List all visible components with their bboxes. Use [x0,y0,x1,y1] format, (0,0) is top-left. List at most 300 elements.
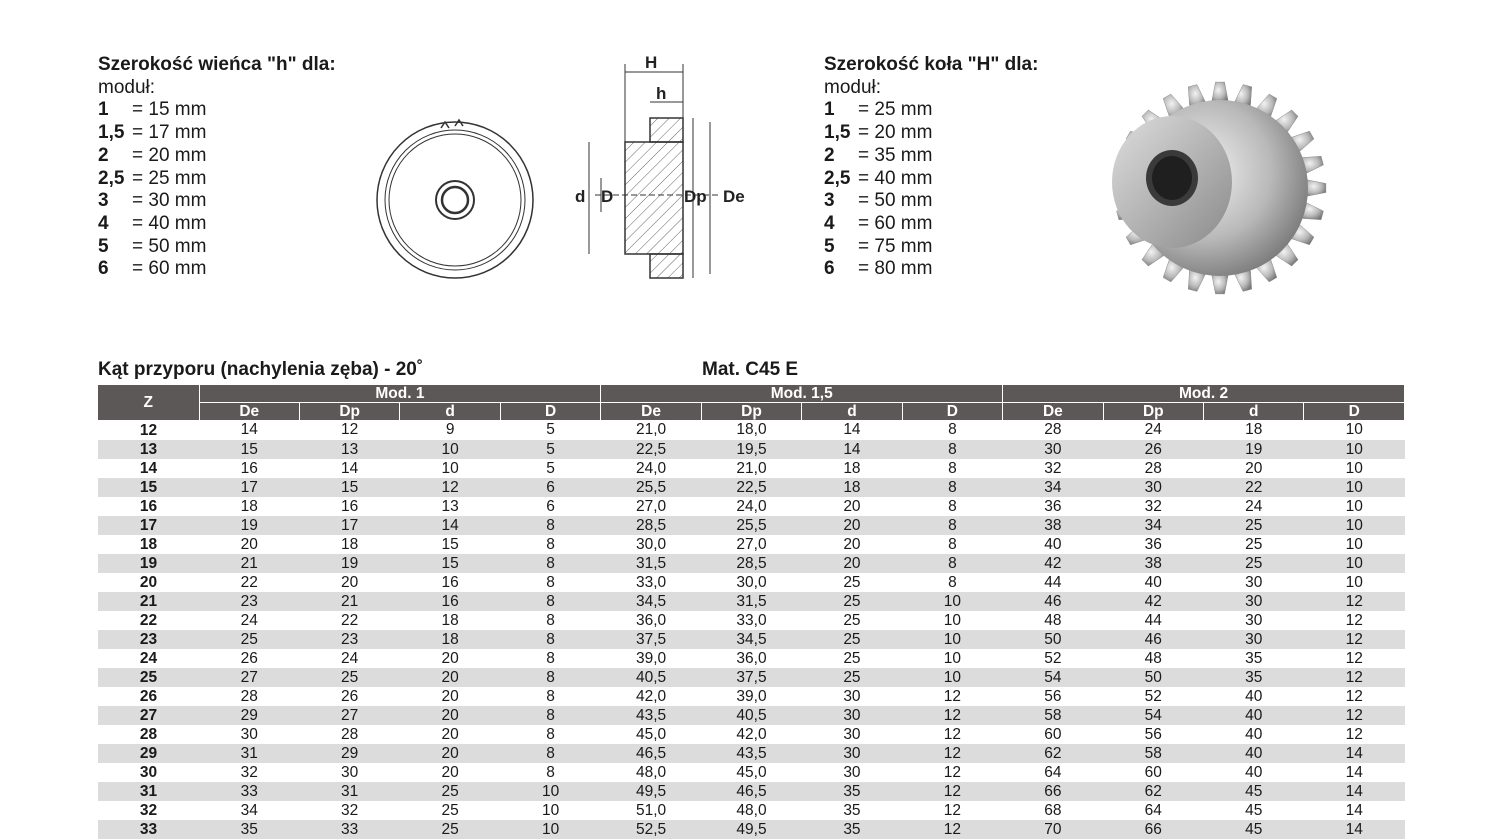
table-cell: 35 [843,801,861,819]
table-cell: 66 [1103,820,1203,839]
hub-width-spec [98,54,336,281]
table-cell: 24 [341,649,359,667]
table-cell: 35 [1204,668,1304,687]
table-cell: 24,0 [736,497,767,515]
table-cell: 45,0 [635,725,667,743]
hub-width-module: 6 [98,258,109,280]
table-cell: 22 [240,573,258,591]
table-cell: 8 [948,421,957,439]
table-cell: 25 [1204,516,1304,535]
table-row [98,497,1405,516]
table-cell: 24 [1245,497,1263,515]
table-cell: 10 [1304,516,1405,535]
table-cell: 30 [1003,440,1103,459]
column-header: d [802,403,902,421]
table-cell: 56 [1044,687,1062,705]
hub-width-value: = 40 mm [132,212,207,234]
tooth-count-cell: 22 [139,611,158,629]
table-cell: 31,5 [601,554,701,573]
wheel-width-module: 2 [824,144,835,166]
table-cell: 39,0 [635,649,667,667]
table-cell: 20 [240,535,258,553]
table-cell: 25 [400,782,500,801]
table-cell: 25 [843,573,861,591]
hub-width-value: = 50 mm [132,235,207,257]
table-cell: 49,5 [601,782,701,801]
table-cell: 68 [1044,801,1062,819]
table-cell: 8 [902,516,1002,535]
table-cell: 21 [199,554,299,573]
group-header-mod-1: Mod. 1 [199,385,601,403]
table-cell: 60 [1144,763,1162,781]
table-cell: 12 [902,706,1002,725]
table-cell: 34 [1103,516,1203,535]
table-cell: 14 [1304,782,1405,801]
hub-width-module: 4 [98,212,109,234]
table-cell: 45 [1204,782,1304,801]
table-cell: 28 [240,687,258,705]
wheel-width-value: = 25 mm [858,99,933,121]
wheel-width-title: Szerokość koła "H" dla: [824,54,1039,75]
table-cell: 25 [199,630,299,649]
gear-section-view [589,64,720,278]
tooth-count-cell: 15 [98,478,199,497]
table-cell: 58 [1103,744,1203,763]
table-cell: 31 [199,744,299,763]
table-cell: 20 [341,573,359,591]
table-cell: 10 [500,820,600,839]
table-cell: 15 [299,478,399,497]
tooth-count-cell: 20 [139,573,158,591]
table-cell: 12 [1304,630,1405,649]
table-cell: 12 [943,801,962,819]
table-cell: 5 [546,421,555,439]
tooth-count-cell: 32 [139,801,158,819]
table-row [98,440,1405,459]
hub-width-row [98,258,336,281]
table-cell: 25 [802,630,902,649]
table-cell: 25 [1204,554,1304,573]
table-cell: 12 [943,763,962,781]
wheel-width-row [824,236,1038,259]
table-row [98,668,1405,687]
table-cell: 8 [902,554,1002,573]
table-cell: 8 [546,687,555,705]
table-cell: 10 [902,630,1002,649]
table-cell: 14 [843,421,861,439]
table-cell: 15 [199,440,299,459]
table-cell: 8 [500,706,600,725]
table-row [98,801,1405,820]
table-cell: 35 [802,782,902,801]
column-header: De [1003,403,1103,421]
table-cell: 62 [1003,744,1103,763]
label-De: De [723,187,745,206]
table-cell: 10 [400,440,500,459]
table-cell: 8 [546,725,555,743]
table-cell: 20 [400,706,500,725]
table-cell: 19 [199,516,299,535]
table-cell: 32 [1044,459,1062,477]
tooth-count-cell: 23 [98,630,199,649]
table-cell: 28 [1144,459,1162,477]
table-cell: 44 [1044,573,1062,591]
table-row [98,611,1405,630]
table-cell: 18,0 [736,421,767,439]
column-header: D [1304,403,1405,421]
table-row [98,535,1405,554]
tooth-count-cell: 26 [139,687,158,705]
table-row [98,706,1405,725]
table-cell: 30 [341,763,359,781]
table-cell: 20 [843,497,861,515]
wheel-width-module: 1,5 [824,122,851,144]
table-cell: 12 [341,421,359,439]
table-cell: 25 [299,668,399,687]
table-cell: 18 [240,497,258,515]
table-cell: 12 [1304,668,1405,687]
table-cell: 35 [802,820,902,839]
hub-width-module: 3 [98,190,109,212]
table-cell: 43,5 [701,744,801,763]
column-header: Dp [701,403,801,421]
table-cell: 46 [1003,592,1103,611]
table-cell: 58 [1003,706,1103,725]
table-cell: 10 [1345,459,1363,477]
tooth-count-cell: 24 [139,649,158,667]
table-cell: 8 [546,573,555,591]
tooth-count-cell: 12 [139,421,158,439]
table-cell: 18 [1245,421,1263,439]
table-cell: 27,0 [635,497,667,515]
table-cell: 14 [240,421,258,439]
table-cell: 46,5 [701,782,801,801]
table-cell: 8 [500,516,600,535]
table-cell: 25 [1245,535,1263,553]
table-cell: 10 [1345,421,1363,439]
table-cell: 26 [341,687,359,705]
table-cell: 10 [1345,497,1363,515]
table-cell: 10 [1304,554,1405,573]
table-cell: 33 [199,782,299,801]
table-cell: 10 [902,592,1002,611]
table-cell: 30 [1103,478,1203,497]
table-cell: 29 [199,706,299,725]
wheel-width-value: = 40 mm [858,167,933,189]
table-cell: 10 [943,611,962,629]
table-cell: 8 [948,459,957,477]
table-cell: 15 [441,535,459,553]
table-cell: 40,5 [701,706,801,725]
table-cell: 21,0 [635,421,667,439]
wheel-width-row [824,99,1038,122]
table-cell: 29 [299,744,399,763]
table-cell: 40 [1245,687,1263,705]
table-cell: 20 [802,516,902,535]
table-cell: 52,5 [601,820,701,839]
table-cell: 14 [341,459,359,477]
table-cell: 22 [1204,478,1304,497]
table-cell: 34,5 [701,630,801,649]
table-cell: 16 [341,497,359,515]
table-cell: 27 [299,706,399,725]
table-cell: 30 [1204,592,1304,611]
wheel-width-value: = 20 mm [858,122,933,144]
table-cell: 50 [1003,630,1103,649]
hub-width-module: 1 [98,99,109,121]
table-cell: 70 [1003,820,1103,839]
table-cell: 18 [802,478,902,497]
table-cell: 8 [500,744,600,763]
table-cell: 13 [299,440,399,459]
wheel-width-value: = 60 mm [858,212,933,234]
table-row [98,820,1405,839]
table-row [98,782,1405,801]
hub-width-module: 2 [98,144,109,166]
table-cell: 8 [500,592,600,611]
gear-dimension-table [98,385,1405,839]
table-row [98,649,1405,668]
table-cell: 10 [1304,478,1405,497]
gear-tooth [1306,180,1326,197]
label-d: d [575,187,586,206]
wheel-width-list [824,99,1038,281]
table-cell: 25 [843,649,861,667]
table-cell: 16 [240,459,258,477]
table-cell: 30 [240,725,258,743]
z-header: Z [98,385,199,420]
table-cell: 54 [1003,668,1103,687]
column-header-row [98,403,1405,421]
hub-width-value: = 17 mm [132,122,207,144]
tooth-count-cell: 13 [98,440,199,459]
table-row [98,725,1405,744]
table-cell: 20 [843,535,861,553]
table-cell: 10 [441,459,459,477]
table-cell: 12 [943,687,962,705]
table-row [98,687,1405,706]
wheel-width-module: 3 [824,190,835,212]
table-cell: 39,0 [736,687,767,705]
table-cell: 5 [500,440,600,459]
table-cell: 19 [299,554,399,573]
table-cell: 14 [802,440,902,459]
label-Dp: Dp [684,187,707,206]
table-cell: 45,0 [736,763,767,781]
label-H: H [645,53,658,72]
table-cell: 42 [1103,592,1203,611]
table-cell: 44 [1144,611,1162,629]
material-caption: Mat. C45 E [702,359,799,380]
table-cell: 27 [199,668,299,687]
table-cell: 12 [902,820,1002,839]
column-header: D [902,403,1002,421]
table-row [98,573,1405,592]
table-cell: 40,5 [601,668,701,687]
table-cell: 13 [441,497,459,515]
hub-width-title: Szerokość wieńca "h" dla: [98,54,336,75]
table-cell: 25 [843,611,861,629]
column-header: D [500,403,600,421]
table-cell: 8 [546,763,555,781]
table-cell: 40 [1144,573,1162,591]
tooth-count-cell: 31 [98,782,199,801]
hub-width-row [98,168,336,191]
table-cell: 45 [1204,820,1304,839]
table-cell: 20 [1245,459,1263,477]
gear-tooth [1212,82,1229,102]
table-cell: 32 [240,763,258,781]
table-cell: 23 [299,630,399,649]
pressure-angle-caption: Kąt przyporu (nachylenia zęba) - 20˚ [98,359,424,380]
table-cell: 6 [500,478,600,497]
table-cell: 14 [400,516,500,535]
wheel-width-module: 2,5 [824,167,851,189]
table-cell: 17 [199,478,299,497]
table-cell: 26 [240,649,258,667]
table-cell: 10 [541,801,560,819]
tooth-count-cell: 17 [98,516,199,535]
wheel-width-module: 1 [824,99,835,121]
hub-width-value: = 15 mm [132,99,207,121]
table-cell: 30,0 [635,535,667,553]
table-cell: 8 [902,478,1002,497]
hub-width-value: = 20 mm [132,144,207,166]
tooth-count-cell: 21 [98,592,199,611]
table-cell: 40 [1204,706,1304,725]
table-cell: 8 [546,535,555,553]
table-cell: 31 [299,782,399,801]
wheel-width-subtitle: moduł: [824,76,882,98]
table-cell: 8 [546,649,555,667]
table-cell: 33,0 [635,573,667,591]
table-body [98,420,1405,839]
table-cell: 48 [1144,649,1162,667]
table-cell: 14 [1304,744,1405,763]
table-cell: 16 [441,573,459,591]
tooth-count-cell: 33 [98,820,199,839]
table-cell: 64 [1044,763,1062,781]
hub-width-module: 2,5 [98,167,125,189]
gear-technical-drawing [375,50,765,290]
table-row [98,630,1405,649]
column-header: d [400,403,500,421]
table-cell: 60 [1044,725,1062,743]
table-cell: 43,5 [601,706,701,725]
table-cell: 34 [1003,478,1103,497]
table-cell: 10 [902,668,1002,687]
column-header: Dp [1103,403,1203,421]
table-cell: 23 [199,592,299,611]
tooth-count-cell: 25 [98,668,199,687]
tooth-count-cell: 28 [139,725,158,743]
table-cell: 34 [240,801,258,819]
tooth-count-cell: 14 [139,459,158,477]
wheel-width-module: 4 [824,212,835,234]
table-cell: 25,5 [701,516,801,535]
tooth-count-cell: 19 [98,554,199,573]
column-header: De [199,403,299,421]
wheel-width-row [824,213,1038,236]
hub-width-row [98,122,336,145]
wheel-width-value: = 75 mm [858,235,933,257]
table-cell: 5 [546,459,555,477]
table-cell: 12 [1345,725,1363,743]
tooth-count-cell: 18 [139,535,158,553]
gear-tooth [1212,274,1229,294]
column-header: De [601,403,701,421]
table-cell: 36 [1144,535,1162,553]
table-cell: 8 [500,630,600,649]
table-cell: 66 [1003,782,1103,801]
table-cell: 48 [1044,611,1062,629]
table-cell: 40 [1245,725,1263,743]
table-cell: 27,0 [736,535,767,553]
table-cell: 8 [546,611,555,629]
table-cell: 62 [1103,782,1203,801]
table-cell: 30 [1245,573,1263,591]
table-cell: 18 [441,611,459,629]
wheel-width-row [824,258,1038,281]
table-cell: 24 [1144,421,1162,439]
table-cell: 30 [843,763,861,781]
table-cell: 28 [1044,421,1062,439]
gear-front-view [377,120,533,278]
label-h: h [656,84,667,103]
hub-width-row [98,145,336,168]
table-cell: 25 [400,820,500,839]
table-cell: 28,5 [601,516,701,535]
hub-width-row [98,99,336,122]
group-header-mod-1-5: Mod. 1,5 [601,385,1003,403]
table-cell: 22 [341,611,359,629]
table-cell: 14 [1304,820,1405,839]
table-cell: 25 [441,801,459,819]
table-cell: 20 [400,744,500,763]
wheel-width-row [824,145,1038,168]
wheel-width-value: = 80 mm [858,258,933,280]
table-cell: 12 [1345,649,1363,667]
table-cell: 22,5 [601,440,701,459]
table-cell: 30 [802,706,902,725]
wheel-width-module: 6 [824,258,835,280]
table-cell: 22,5 [701,478,801,497]
table-cell: 42,0 [635,687,667,705]
table-cell: 40 [1245,763,1263,781]
table-cell: 30 [843,687,861,705]
table-cell: 46,5 [601,744,701,763]
table-cell: 12 [1345,687,1363,705]
wheel-width-row [824,122,1038,145]
column-header: d [1204,403,1304,421]
table-row [98,763,1405,782]
table-cell: 36 [1044,497,1062,515]
table-cell: 10 [1304,440,1405,459]
table-cell: 26 [1103,440,1203,459]
table-cell: 14 [1345,801,1363,819]
table-cell: 8 [948,535,957,553]
tooth-count-cell: 30 [139,763,158,781]
hub-width-value: = 60 mm [132,258,207,280]
tooth-count-cell: 27 [98,706,199,725]
table-cell: 20 [441,649,459,667]
table-cell: 37,5 [601,630,701,649]
table-row [98,420,1405,440]
table-cell: 30 [843,725,861,743]
table-row [98,744,1405,763]
table-cell: 25,5 [601,478,701,497]
table-cell: 51,0 [635,801,667,819]
